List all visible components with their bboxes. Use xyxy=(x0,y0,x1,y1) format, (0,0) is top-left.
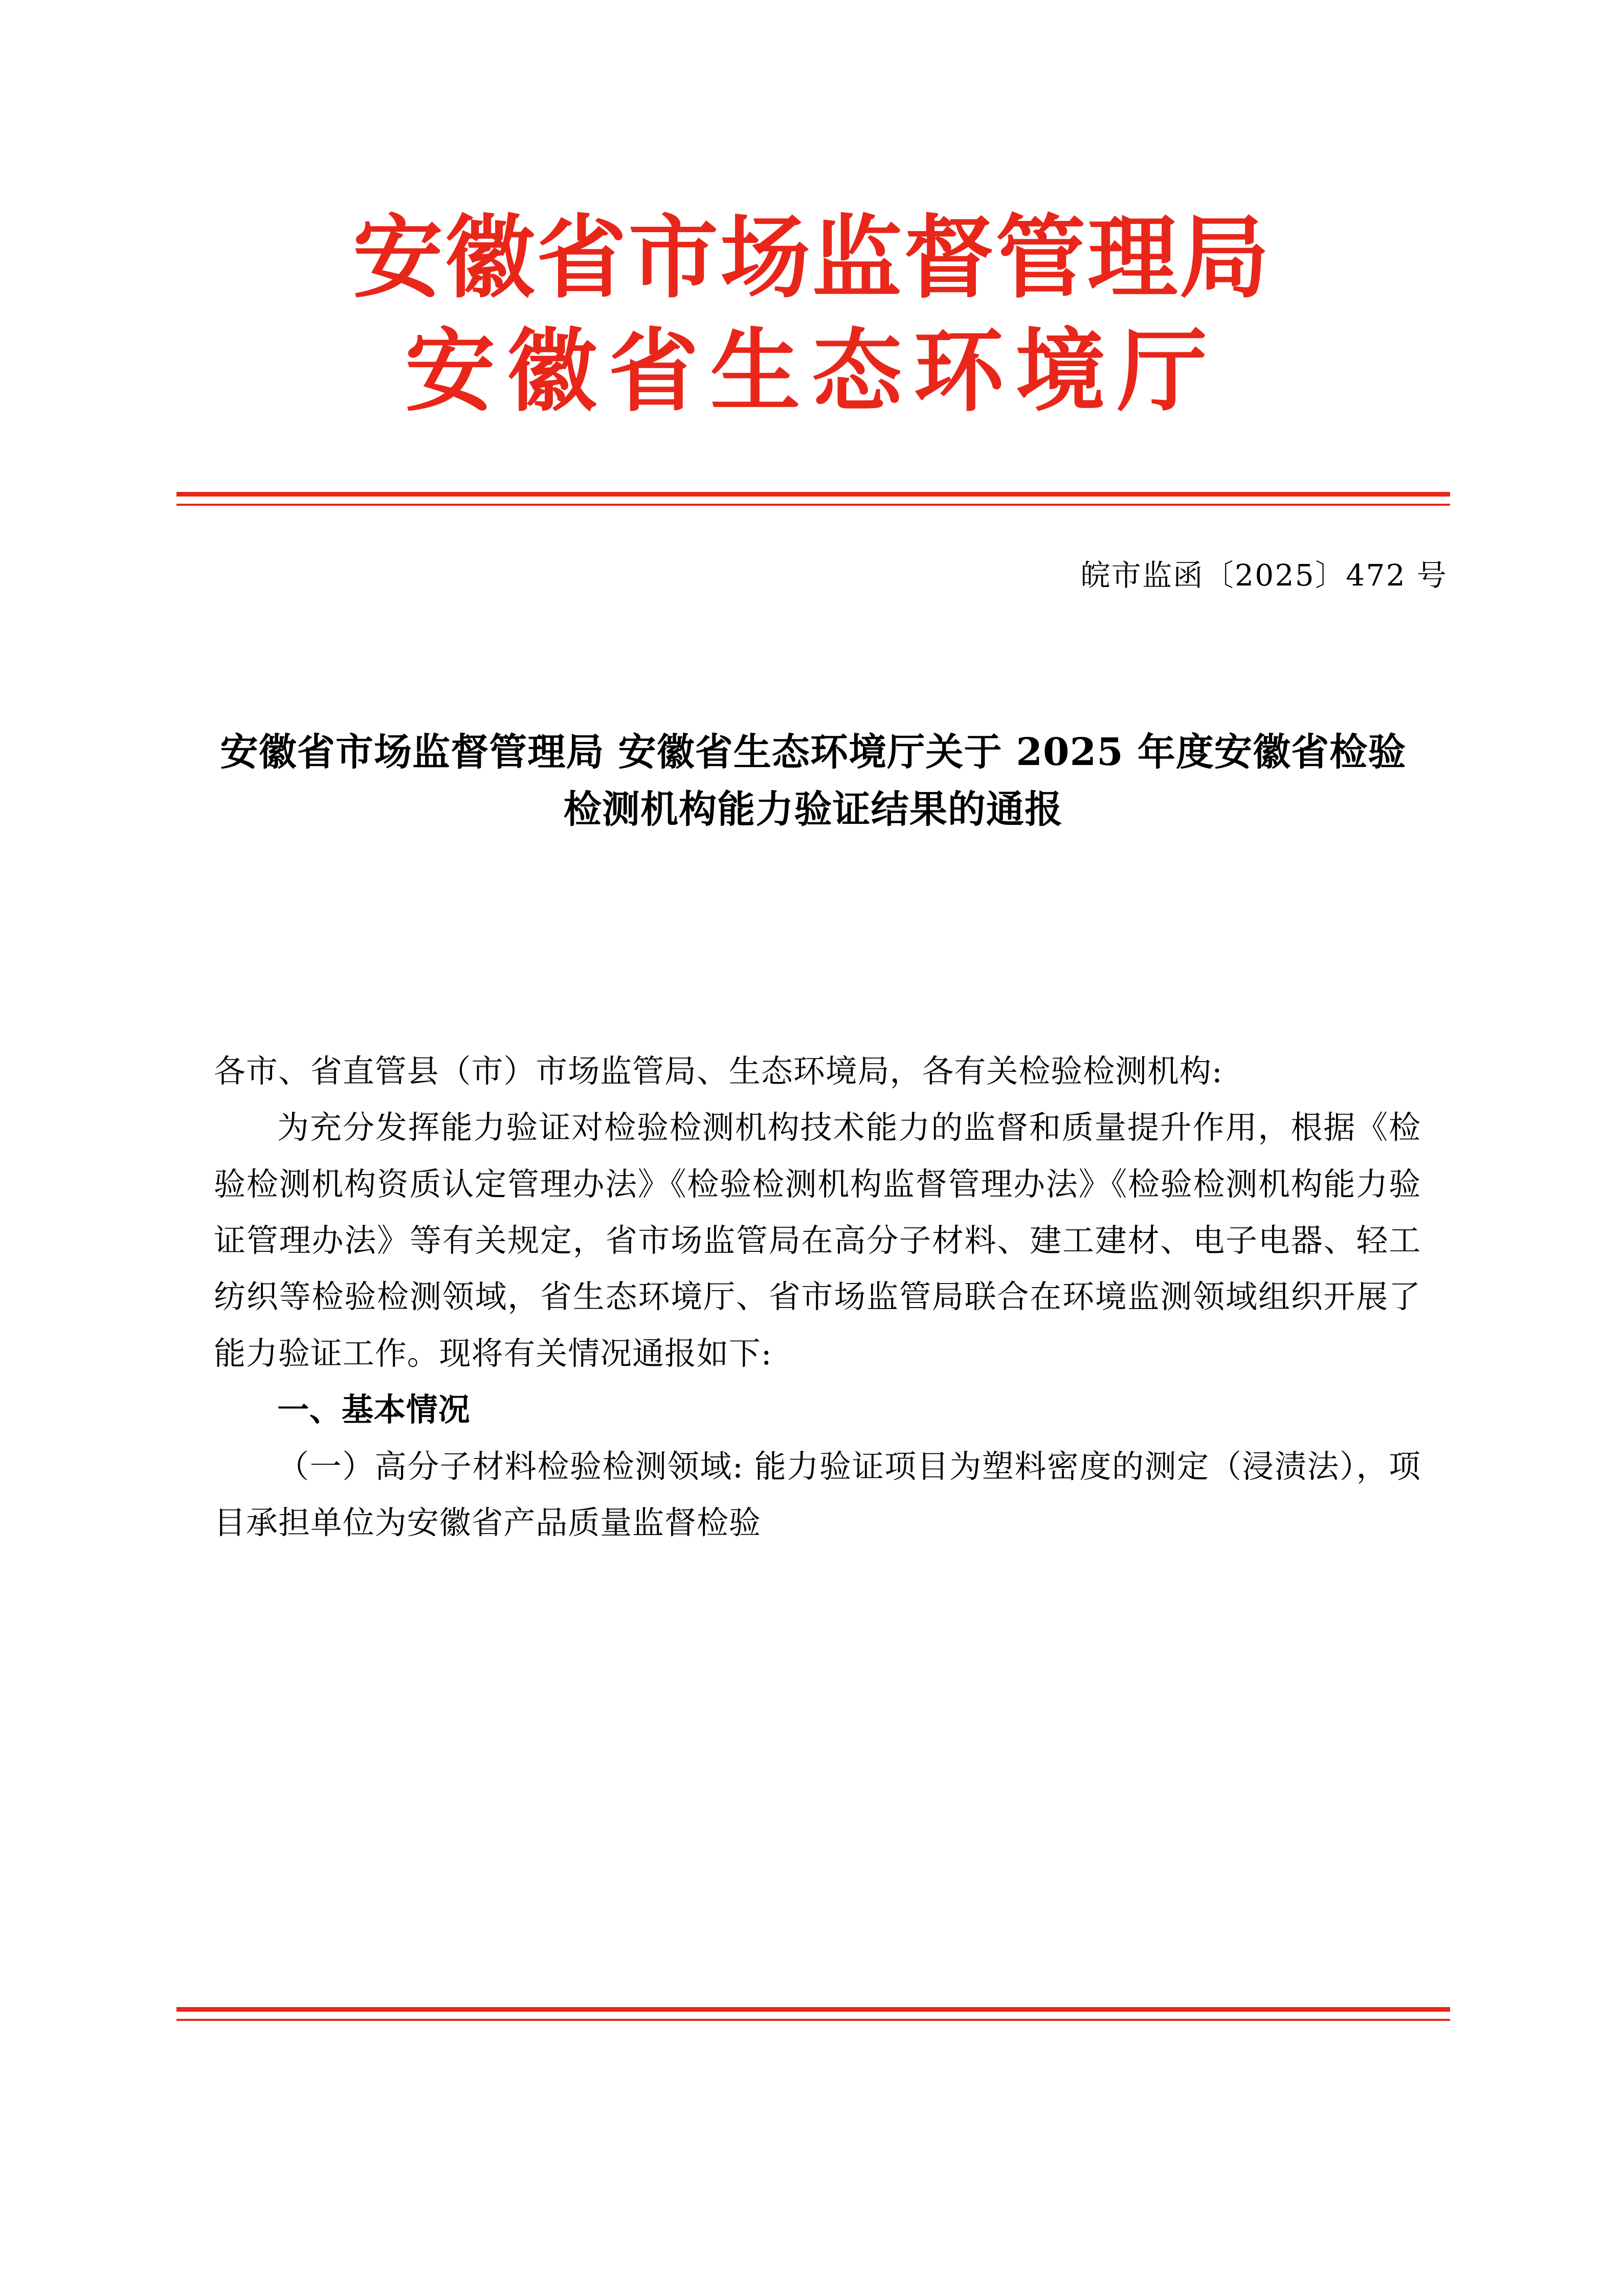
document-title: 安徽省市场监督管理局 安徽省生态环境厅关于 2025 年度安徽省检验检测机构能力验证结果的通报 xyxy=(220,730,1407,832)
letterhead xyxy=(0,205,1624,424)
section-heading-1: 一、基本情况 xyxy=(277,1391,471,1429)
document-body xyxy=(214,1043,1421,1551)
footer-rule-thick xyxy=(176,2007,1450,2012)
header-rule-thin xyxy=(176,504,1450,506)
document-number: 皖市监函〔2025〕472 号 xyxy=(1080,558,1448,593)
header-rule-thick xyxy=(176,492,1450,497)
letterhead-line-1: 安徽省市场监督管理局 xyxy=(352,205,1272,310)
letterhead-line-2: 安徽省生态环境厅 xyxy=(405,318,1219,424)
footer-rule-thin xyxy=(176,2019,1450,2021)
salutation-paragraph: 各市、省直管县（市）市场监管局、生态环境局，各有关检验检测机构: xyxy=(214,1052,1223,1090)
body-paragraph-2: （一）高分子材料检验检测领域: 能力验证项目为塑料密度的测定（浸渍法），项目承担单位为安徽省产品质量监督检验 xyxy=(214,1447,1421,1541)
body-paragraph-1: 为充分发挥能力验证对检验检测机构技术能力的监督和质量提升作用，根据《检验检测机构资质认定管理办法》《检验检测机构监督管理办法》《检验检测机构能力验证管理办法》等有关规定，省市场监管局在高分子材料、建工建材、电子电器、轻工纺织等检验检测领域，省生态环境厅、省市场监管局联合在环境监测领域组织开展了能力验证工作。现将有关情况通报如下: xyxy=(214,1109,1421,1372)
